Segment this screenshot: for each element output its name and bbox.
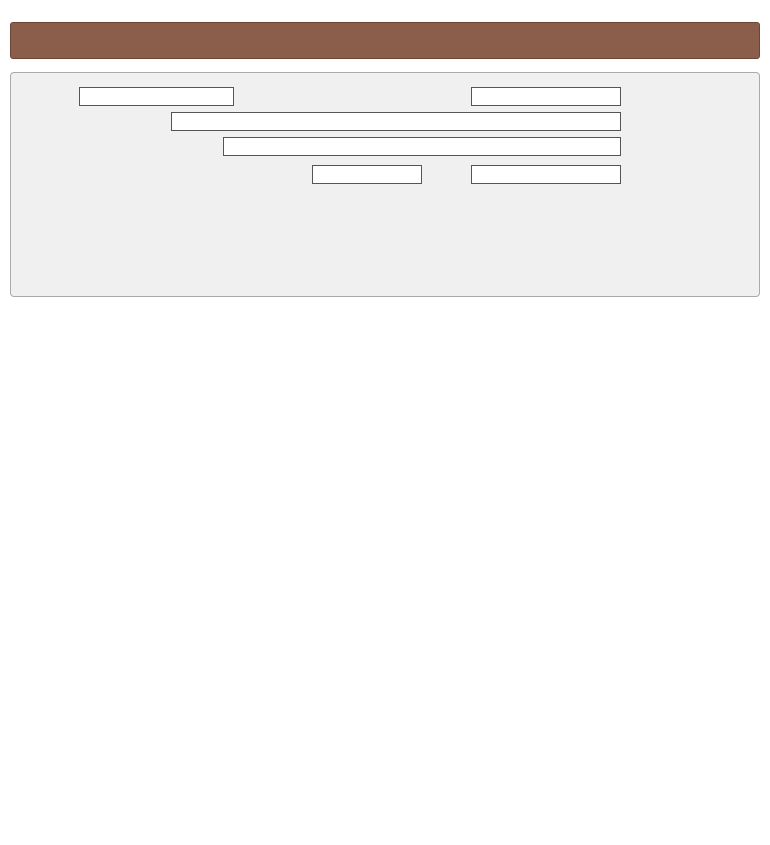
announce-date-field[interactable] — [79, 87, 234, 106]
need-details-panel — [10, 72, 760, 297]
deadline-time-field[interactable] — [312, 165, 422, 184]
need-number-field[interactable] — [471, 87, 621, 106]
creator-field[interactable] — [223, 137, 621, 156]
buyer-org-field[interactable] — [171, 112, 621, 131]
page-header — [10, 22, 760, 59]
deadline-date-field[interactable] — [471, 165, 621, 184]
